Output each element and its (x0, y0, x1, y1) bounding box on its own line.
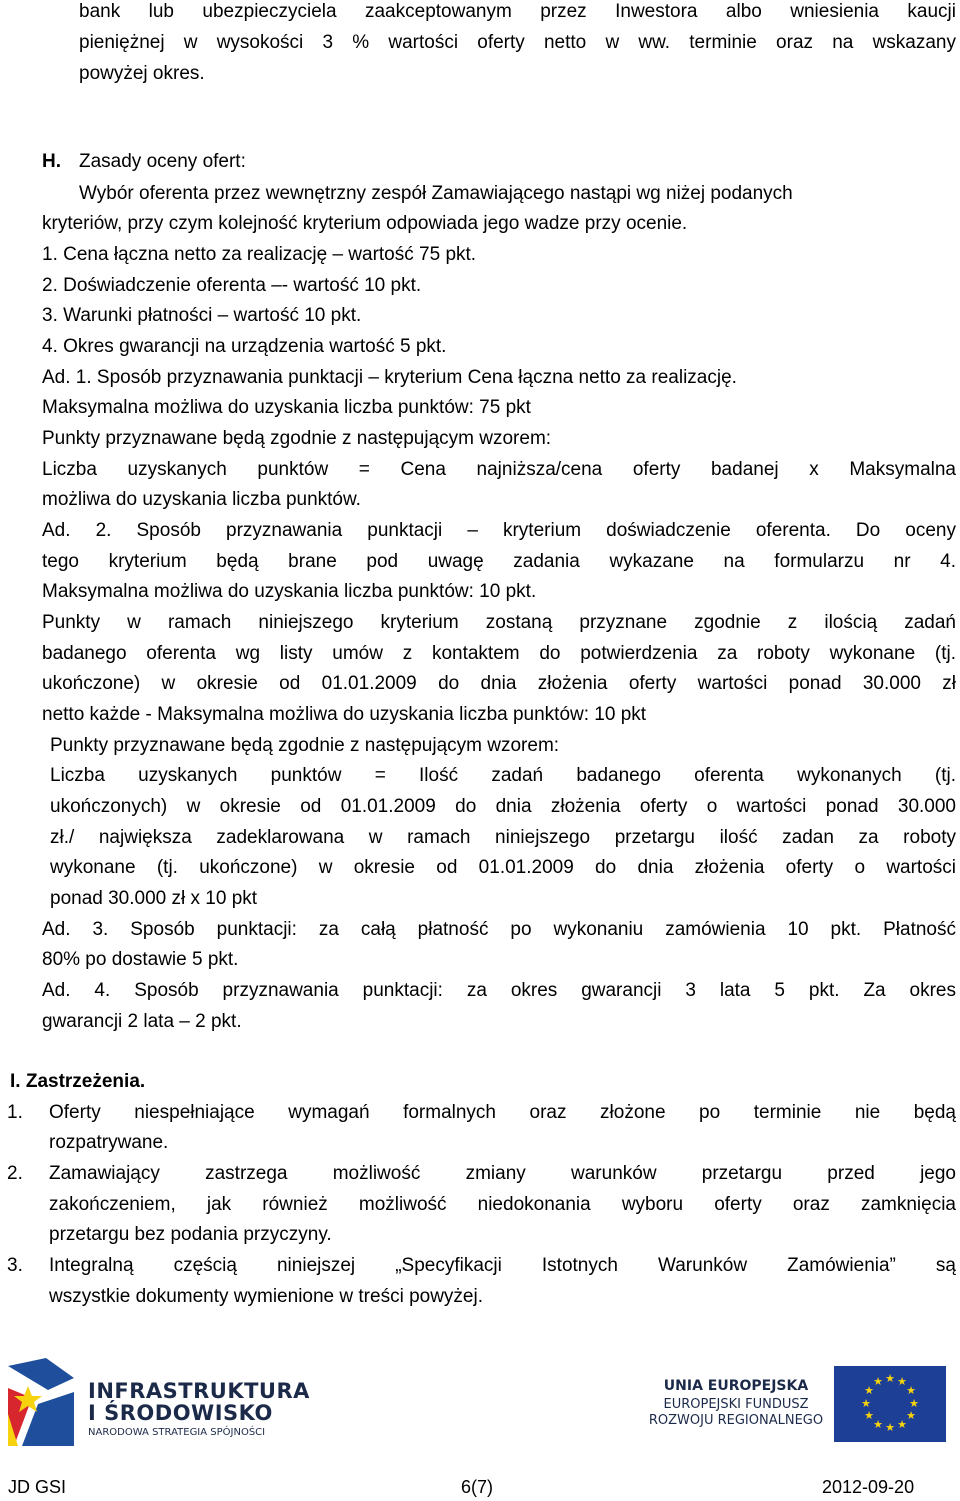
criterion-item: 3. Warunki płatności – wartość 10 pkt. (42, 305, 362, 326)
svg-text:★: ★ (864, 1409, 874, 1422)
list-item-text: Integralną częścią niniejszej „Specyfikacji Istotnych Warunków Zamówienia” są (49, 1255, 956, 1276)
text-line: zł./ największa zadeklarowana w ramach niniejszego przetargu ilość zadan za roboty (50, 827, 956, 848)
text-line: Liczba uzyskanych punktów = Ilość zadań badanego oferenta wykonanych (tj. (50, 765, 956, 786)
text-line: ukończonych) w okresie od 01.01.2009 do dnia złożenia oferty o wartości ponad 30.000 (50, 796, 956, 817)
section-number: H. (42, 151, 61, 172)
text-line: ponad 30.000 zł x 10 pkt (50, 888, 258, 909)
text-line: Maksymalna możliwa do uzyskania liczba punktów: 75 pkt (42, 397, 531, 418)
logo-text: ROZWOJU REGIONALNEGO (648, 1413, 824, 1428)
svg-text:★: ★ (885, 1372, 895, 1385)
text-line: Ad. 3. Sposób punktacji: za całą płatność po wykonaniu zamówienia 10 pkt. Płatność (42, 919, 956, 940)
criterion-item: 1. Cena łączna netto za realizację – wartość 75 pkt. (42, 244, 477, 265)
text-line: bank lub ubezpieczyciela zaakceptowanym przez Inwestora albo wniesienia kaucji (79, 1, 956, 22)
list-item-text: zakończeniem, jak również możliwość niedokonania wyboru oferty oraz zamknięcia (49, 1194, 956, 1215)
list-number: 2. (7, 1163, 23, 1184)
svg-text:★: ★ (873, 1375, 883, 1388)
text-line: wykonane (tj. ukończone) w okresie od 01.01.2009 do dnia złożenia oferty o wartości (50, 857, 956, 878)
eu-logo (648, 1366, 948, 1446)
text-line: Punkty w ramach niniejszego kryterium zostaną przyznane zgodnie z ilością zadań (42, 612, 956, 633)
footer-left: JD GSI (8, 1477, 67, 1497)
infrastruktura-logo (8, 1358, 310, 1448)
svg-text:★: ★ (906, 1409, 916, 1422)
list-number: 1. (7, 1102, 23, 1123)
text-line: badanego oferenta wg listy umów z kontaktem do potwierdzenia za roboty wykonane (tj. (42, 643, 956, 664)
text-line: Ad. 4. Sposób przyznawania punktacji: za okres gwarancji 3 lata 5 pkt. Za okres (42, 980, 956, 1001)
text-line: Liczba uzyskanych punktów = Cena najniższa/cena oferty badanej x Maksymalna (42, 459, 956, 480)
text-line: Ad. 2. Sposób przyznawania punktacji – kryterium doświadczenie oferenta. Do oceny (42, 520, 956, 541)
list-item-text: przetargu bez podania przyczyny. (49, 1224, 332, 1245)
text-line: kryteriów, przy czym kolejność kryterium odpowiada jego wadze przy ocenie. (42, 213, 688, 234)
nss-emblem-icon (8, 1358, 78, 1448)
text-line: pieniężnej w wysokości 3 % wartości oferty netto w ww. terminie oraz na wskazany (79, 32, 956, 53)
text-line: Punkty przyznawane będą zgodnie z następującym wzorem: (50, 735, 560, 756)
text-line: gwarancji 2 lata – 2 pkt. (42, 1011, 242, 1032)
svg-text:★: ★ (909, 1397, 919, 1410)
svg-text:★: ★ (897, 1418, 907, 1431)
logo-text: I ŚRODOWISKO (88, 1401, 273, 1425)
text-line: netto każde - Maksymalna możliwa do uzyskania liczba punktów: 10 pkt (42, 704, 647, 725)
text-line: 80% po dostawie 5 pkt. (42, 949, 239, 970)
logo-subtext: NARODOWA STRATEGIA SPÓJNOŚCI (88, 1427, 266, 1438)
criterion-item: 2. Doświadczenie oferenta –- wartość 10 pkt. (42, 275, 422, 296)
footer-date: 2012-09-20 (822, 1477, 915, 1497)
svg-text:★: ★ (861, 1397, 871, 1410)
eu-flag-icon (834, 1366, 946, 1442)
svg-text:★: ★ (906, 1384, 916, 1397)
logo-text: EUROPEJSKI FUNDUSZ (663, 1397, 809, 1412)
text-line: powyżej okres. (79, 63, 205, 84)
list-item-text: wszystkie dokumenty wymienione w treści powyżej. (49, 1286, 483, 1307)
section-title: I. Zastrzeżenia. (10, 1071, 146, 1092)
page-number: 6(7) (461, 1477, 494, 1497)
text-line: ukończone) w okresie od 01.01.2009 do dnia złożenia oferty wartości ponad 30.000 zł (42, 673, 956, 694)
svg-text:★: ★ (873, 1418, 883, 1431)
text-line: Maksymalna możliwa do uzyskania liczba punktów: 10 pkt. (42, 581, 537, 602)
logo-text: INFRASTRUKTURA (88, 1379, 310, 1403)
list-item-text: Oferty niespełniające wymagań formalnych oraz złożone po terminie nie będą (49, 1102, 956, 1123)
criterion-item: 4. Okres gwarancji na urządzenia wartość 5 pkt. (42, 336, 447, 357)
list-number: 3. (7, 1255, 23, 1276)
section-title: Zasady oceny ofert: (79, 151, 246, 172)
text-line: możliwa do uzyskania liczba punktów. (42, 489, 361, 510)
text-line: Wybór oferenta przez wewnętrzny zespół Zamawiającego nastąpi wg niżej podanych (79, 183, 793, 204)
svg-text:★: ★ (897, 1375, 907, 1388)
list-item-text: Zamawiający zastrzega możliwość zmiany warunków przetargu przed jego (49, 1163, 956, 1184)
svg-text:★: ★ (885, 1421, 895, 1434)
logo-text: UNIA EUROPEJSKA (663, 1378, 809, 1394)
text-line: tego kryterium będą brane pod uwagę zadania wykazane na formularzu nr 4. (42, 551, 956, 572)
text-line: Punkty przyznawane będą zgodnie z następującym wzorem: (42, 428, 552, 449)
list-item-text: rozpatrywane. (49, 1132, 169, 1153)
svg-text:★: ★ (864, 1384, 874, 1397)
text-line: Ad. 1. Sposób przyznawania punktacji – kryterium Cena łączna netto za realizację. (42, 367, 737, 388)
